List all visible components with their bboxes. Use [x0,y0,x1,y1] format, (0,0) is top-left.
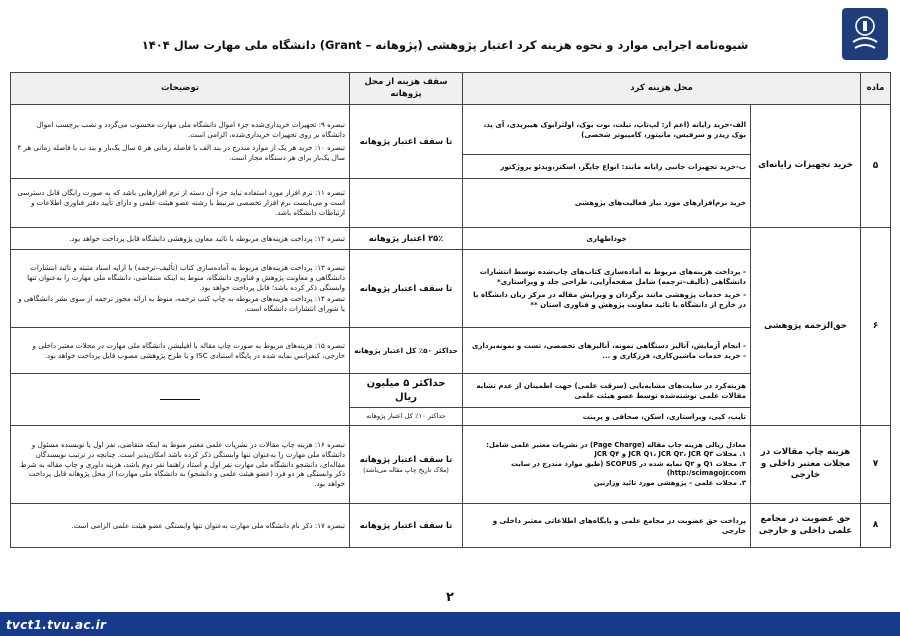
table-row [11,504,891,548]
dash-line [160,399,200,400]
cost-description: خرید نرم‌افزارهای مورد نیاز فعالیت‌های پژوهشی [463,179,751,228]
grant-table [10,72,891,548]
note-13: تبصره ۱۳: پرداخت هزینه‌های مربوط به آماده‌سازی کتاب (تألیف–ترجمه) با ارایه اسناد مثبته و تائید انتشارات دانشگاهی و معاونت پژوهش و فناوری دانشگاه، منوط به اینکه منتقاضی، دانشگاه ملی مهارت را به‌عنوان تنها وابستگی ذکر کرده باشد؛ قابل پرداخت خواهد بود. [27,263,345,292]
note-9: تبصره ۹: تجهیزات خریداری‌شده جزء اموال دانشگاه ملی مهارت محسوب می‌گردد و نصب برچسب اموال دانشگاه بر روی تجهیزات خریداری‌شده، الزامی است. [36,120,345,140]
cost-ceiling: ۲۵٪ اعتبار پژوهانه [350,228,463,250]
cost-place: حق عضویت در مجامع علمی داخلی و خارجی [751,504,861,548]
footer-url[interactable]: tvct1.tvu.ac.ir [6,618,107,632]
header-tozih: توضیحات [11,73,350,105]
note [11,105,350,179]
cost-ceiling [350,179,463,228]
cost-description: هزینه‌کرد در سایت‌های مشابه‌یابی (سرقت علمی) جهت اطمینان از عدم تشابه مقالات علمی نوشته‌شده توسط عضو هیئت علمی [463,374,751,408]
cost-description: ب-خرید تجهیزات جانبی رایانه مانند: انواع چاپگر، اسکنر،ویدئو پروژکتور [463,155,751,179]
row-number: ۷ [861,426,891,504]
cost-description: الف-خرید رایانه (اعم از: لپ‌تاپ، تبلت، نوت بوک، اولترابوک هیبریدی، آی پد، بوک ریدر و سرفیس، مانیتور، کامپیوتر شخصی) [463,105,751,155]
page-title: شیوه‌نامه اجرایی موارد و نحوه هزینه کرد اعتبار پژوهشی (پژوهانه – Grant) دانشگاه ملی مهارت سال ۱۴۰۴ [141,38,749,52]
cost-description: پرداخت حق عضویت در مجامع علمی و پایگاه‌های اطلاعاتی معتبر داخلی و خارجی [463,504,751,548]
cost-description: تایپ، کپی، ویراستاری، اسکن، صحافی و پرینت [463,408,751,426]
note-11: تبصره ۱۱: نرم افزار مورد استفاده نباید جزء آن دسته از نرم افزارهایی باشد که به صورت رایگان قابل دسترسی است و می‌بایست نرم افزار تخصصی مرتبط با رشته عضو هیئت علمی و دارای تأیید دفتر فناوری اطلاعات و ارتباطات دانشگاه باشد. [11,179,350,228]
row-number: ۸ [861,504,891,548]
note-15: تبصره ۱۵: هزینه‌های مربوط به صورت چاپ مقاله با افیلیشن دانشگاه ملی مهارت در مجلات معتبر داخلی و خارجی، کنفرانس نمایه شده در پایگاه استنادی ISC و یا طرح پژوهشی مصوب قابل پرداخت خواهد بود. [11,328,350,374]
cost-ceiling: تا سقف اعتبار پژوهانه [350,105,463,179]
cost-ceiling: حداکثر ۵ میلیون ریال [350,374,463,408]
table-row [11,105,891,155]
cost-description: معادل ریالی هزینه چاپ مقاله (Page Charge) در نشریات معتبر علمی شامل: ۱. مجلات JCR Q۱، JCR Q۲، JCR Q۳ و JCR Q۴ ۲. مجلات Q۱ و Q۲ نمایه شده در SCOPUS (طبق موارد مندرج در سایت http:/scimagojr.com) ۳. مجلات علمی – پژوهشی مورد تائید وزارتین [463,426,751,504]
cost-description: خوداظهاری [463,228,751,250]
cost-place: خرید تجهیزات رایانه‌ای [751,105,861,228]
header-madeh: ماده [861,73,891,105]
cost-place: هزینه چاپ مقالات در مجلات معتبر داخلی و خارجی [751,426,861,504]
table-header-row [11,73,891,105]
note-12: تبصره ۱۲: پرداخت هزینه‌های مربوطه با تائید معاون پژوهشی دانشگاه قابل پرداخت خواهد بود. [11,228,350,250]
cost-ceiling: حداکثر ۱۰٪ کل اعتبار پژوهانه [350,408,463,426]
note-16: تبصره ۱۶: هزینه چاپ مقالات در نشریات علمی معتبر منوط به اینکه متقاضی، نفر اول یا نویسنده مسئول و دانشگاه ملی مهارت را به‌عنوان تنها وابستگی ذکر کرده باشد امکان‌پذیر است. چنانچه در ترتیب نویسندگان مقاله‌ای، دانشجو دانشگاه ملی مهارت نفر اول و استاد راهنما نفر دوم باشد، هزینه داوری و چاپ مقاله به شرط ذکر وابستگی هر دو فرد (عضو هیئت علمی و دانشجو) به دانشگاه ملی مهارت) از محل پژوهانه قابل پرداخت خواهد بود. [11,426,350,504]
cost-ceiling: تا سقف اعتبار پژوهانه [350,250,463,328]
table-row [11,228,891,250]
footer-bar [0,612,900,636]
note-17: تبصره ۱۷: ذکر نام دانشگاه ملی مهارت به‌عنوان تنها وابستگی عضو هیئت علمی الزامی است. [11,504,350,548]
note-10: تبصره ۱۰: خرید هر یک از موارد مندرج در بند الف با فاصله زمانی هر ۵ سال یک‌بار و بند ب با فاصله زمانی هر ۴ سال یک‌بار برای هر دستگاه مجاز است. [17,143,345,162]
cost-ceiling: تا سقف اعتبار پژوهانه [350,504,463,548]
cost-ceiling: تا سقف اعتبار پژوهانه (ملاک تاریخ چاپ مقاله می‌باشد) [350,426,463,504]
note [11,250,350,328]
note-14: تبصره ۱۴: پرداخت هزینه‌های مربوطه به چاپ کتب ترجمه، منوط به ارائه مجوز ترجمه از سوی نشر دانشگاهی و یا شورای انتشارات دانشگاه است. [18,294,345,314]
table-row [11,426,891,504]
ceiling-note: (ملاک تاریخ چاپ مقاله می‌باشد) [363,465,449,474]
header-saqf: سقف هزینه از محل پژوهانه [350,73,463,105]
row-number: ۶ [861,228,891,426]
university-logo [842,8,888,60]
cost-description: - انجام آزمایش، آنالیز دستگاهی نمونه، آنالیزهای تخصصی، تست و نمونه‌برداری - خرید خدمات ماشین‌کاری، فرزکاری و ... [463,328,751,374]
cost-description: - پرداخت هزینه‌های مربوط به آماده‌سازی کتاب‌های چاپ‌شده توسط انتشارات دانشگاهی (تألیف–ترجمه) شامل صفحه‌آرایی، طراحی جلد و ویراستاری* - خرید خدمات پژوهشی مانند برگردان و ویرایش مقاله در مرکز زبان دانشگاه یا در خارج از دانشگاه با تائید معاونت پژوهش و فناوری استان ** [463,250,751,328]
cost-ceiling: حداکثر ۵۰٪ کل اعتبار پژوهانه [350,328,463,374]
cost-place: حق‌الزحمه پژوهشی [751,228,861,426]
empty-note [11,374,350,426]
row-number: ۵ [861,105,891,228]
header-mahal: محل هزینه کرد [463,73,861,105]
page-number: ۲ [446,590,454,605]
